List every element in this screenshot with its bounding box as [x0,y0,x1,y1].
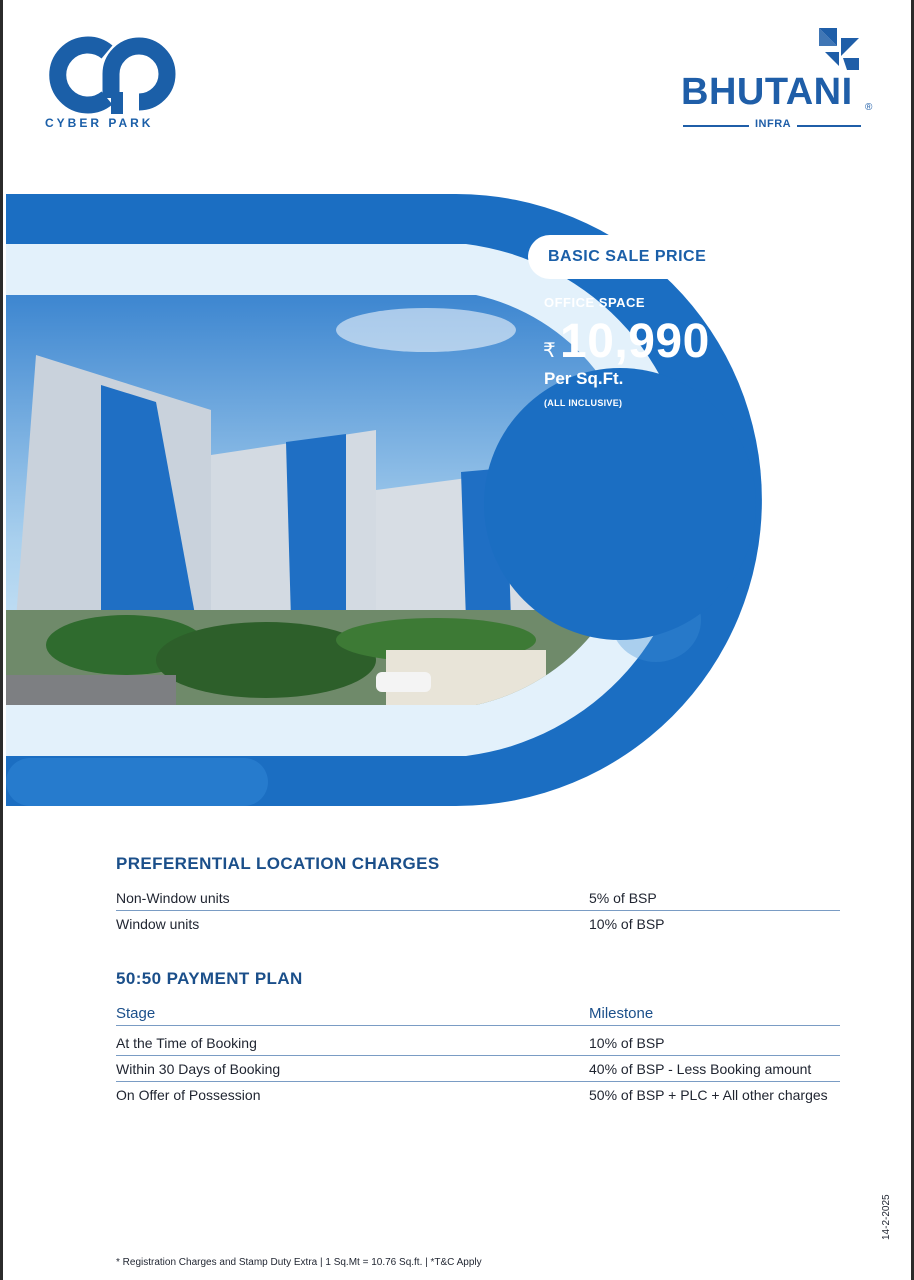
payment-row [116,1081,840,1107]
bhutani-logo [679,28,879,138]
plc-row [116,910,840,936]
price-unit: Per Sq.Ft. [544,369,624,388]
payment-milestone: 10% of BSP [589,1035,665,1051]
plc-row [116,884,840,910]
payment-plan-header [116,999,840,1025]
divider [116,1025,840,1026]
price-pill-label: BASIC SALE PRICE [548,248,707,265]
developer-suffix: INFRA [749,118,797,130]
price-note: (ALL INCLUSIVE) [544,398,623,408]
currency-symbol: ₹ [543,340,556,362]
plc-row-value: 5% of BSP [589,890,657,906]
print-date: 14-2-2025 [881,1194,892,1240]
payment-row [116,1029,840,1055]
price-asterisk: * [727,308,735,328]
developer-name: BHUTANI [681,71,853,113]
payment-stage: At the Time of Booking [116,1035,257,1051]
registered-mark: ® [865,102,873,113]
footer-disclaimer: * Registration Charges and Stamp Duty Extra | 1 Sq.Mt = 10.76 Sq.ft. | *T&C Apply [116,1257,482,1268]
price-pill [528,235,728,279]
plc-row-value: 10% of BSP [589,916,665,932]
payment-milestone: 40% of BSP - Less Booking amount [589,1061,812,1077]
bhutani-mark-icon [819,28,861,70]
cyber-park-logo-mark [45,34,185,116]
hero-banner [6,180,911,820]
plc-row-label: Non-Window units [116,890,230,906]
payment-stage: On Offer of Possession [116,1087,261,1103]
payment-milestone: 50% of BSP + PLC + All other charges [589,1087,828,1103]
stage-header: Stage [116,1005,156,1022]
price-category: OFFICE SPACE [544,295,646,310]
payment-row [116,1055,840,1081]
cyber-park-logo [45,34,185,134]
payment-plan-title: 50:50 PAYMENT PLAN [116,969,303,988]
plc-row-label: Window units [116,916,200,932]
office-towers-photo [6,180,911,820]
price-amount: 10,990 [560,315,710,368]
plc-title: PREFERENTIAL LOCATION CHARGES [116,854,440,873]
payment-stage: Within 30 Days of Booking [116,1061,281,1077]
milestone-header: Milestone [589,1005,654,1022]
project-name: CYBER PARK [45,116,154,130]
